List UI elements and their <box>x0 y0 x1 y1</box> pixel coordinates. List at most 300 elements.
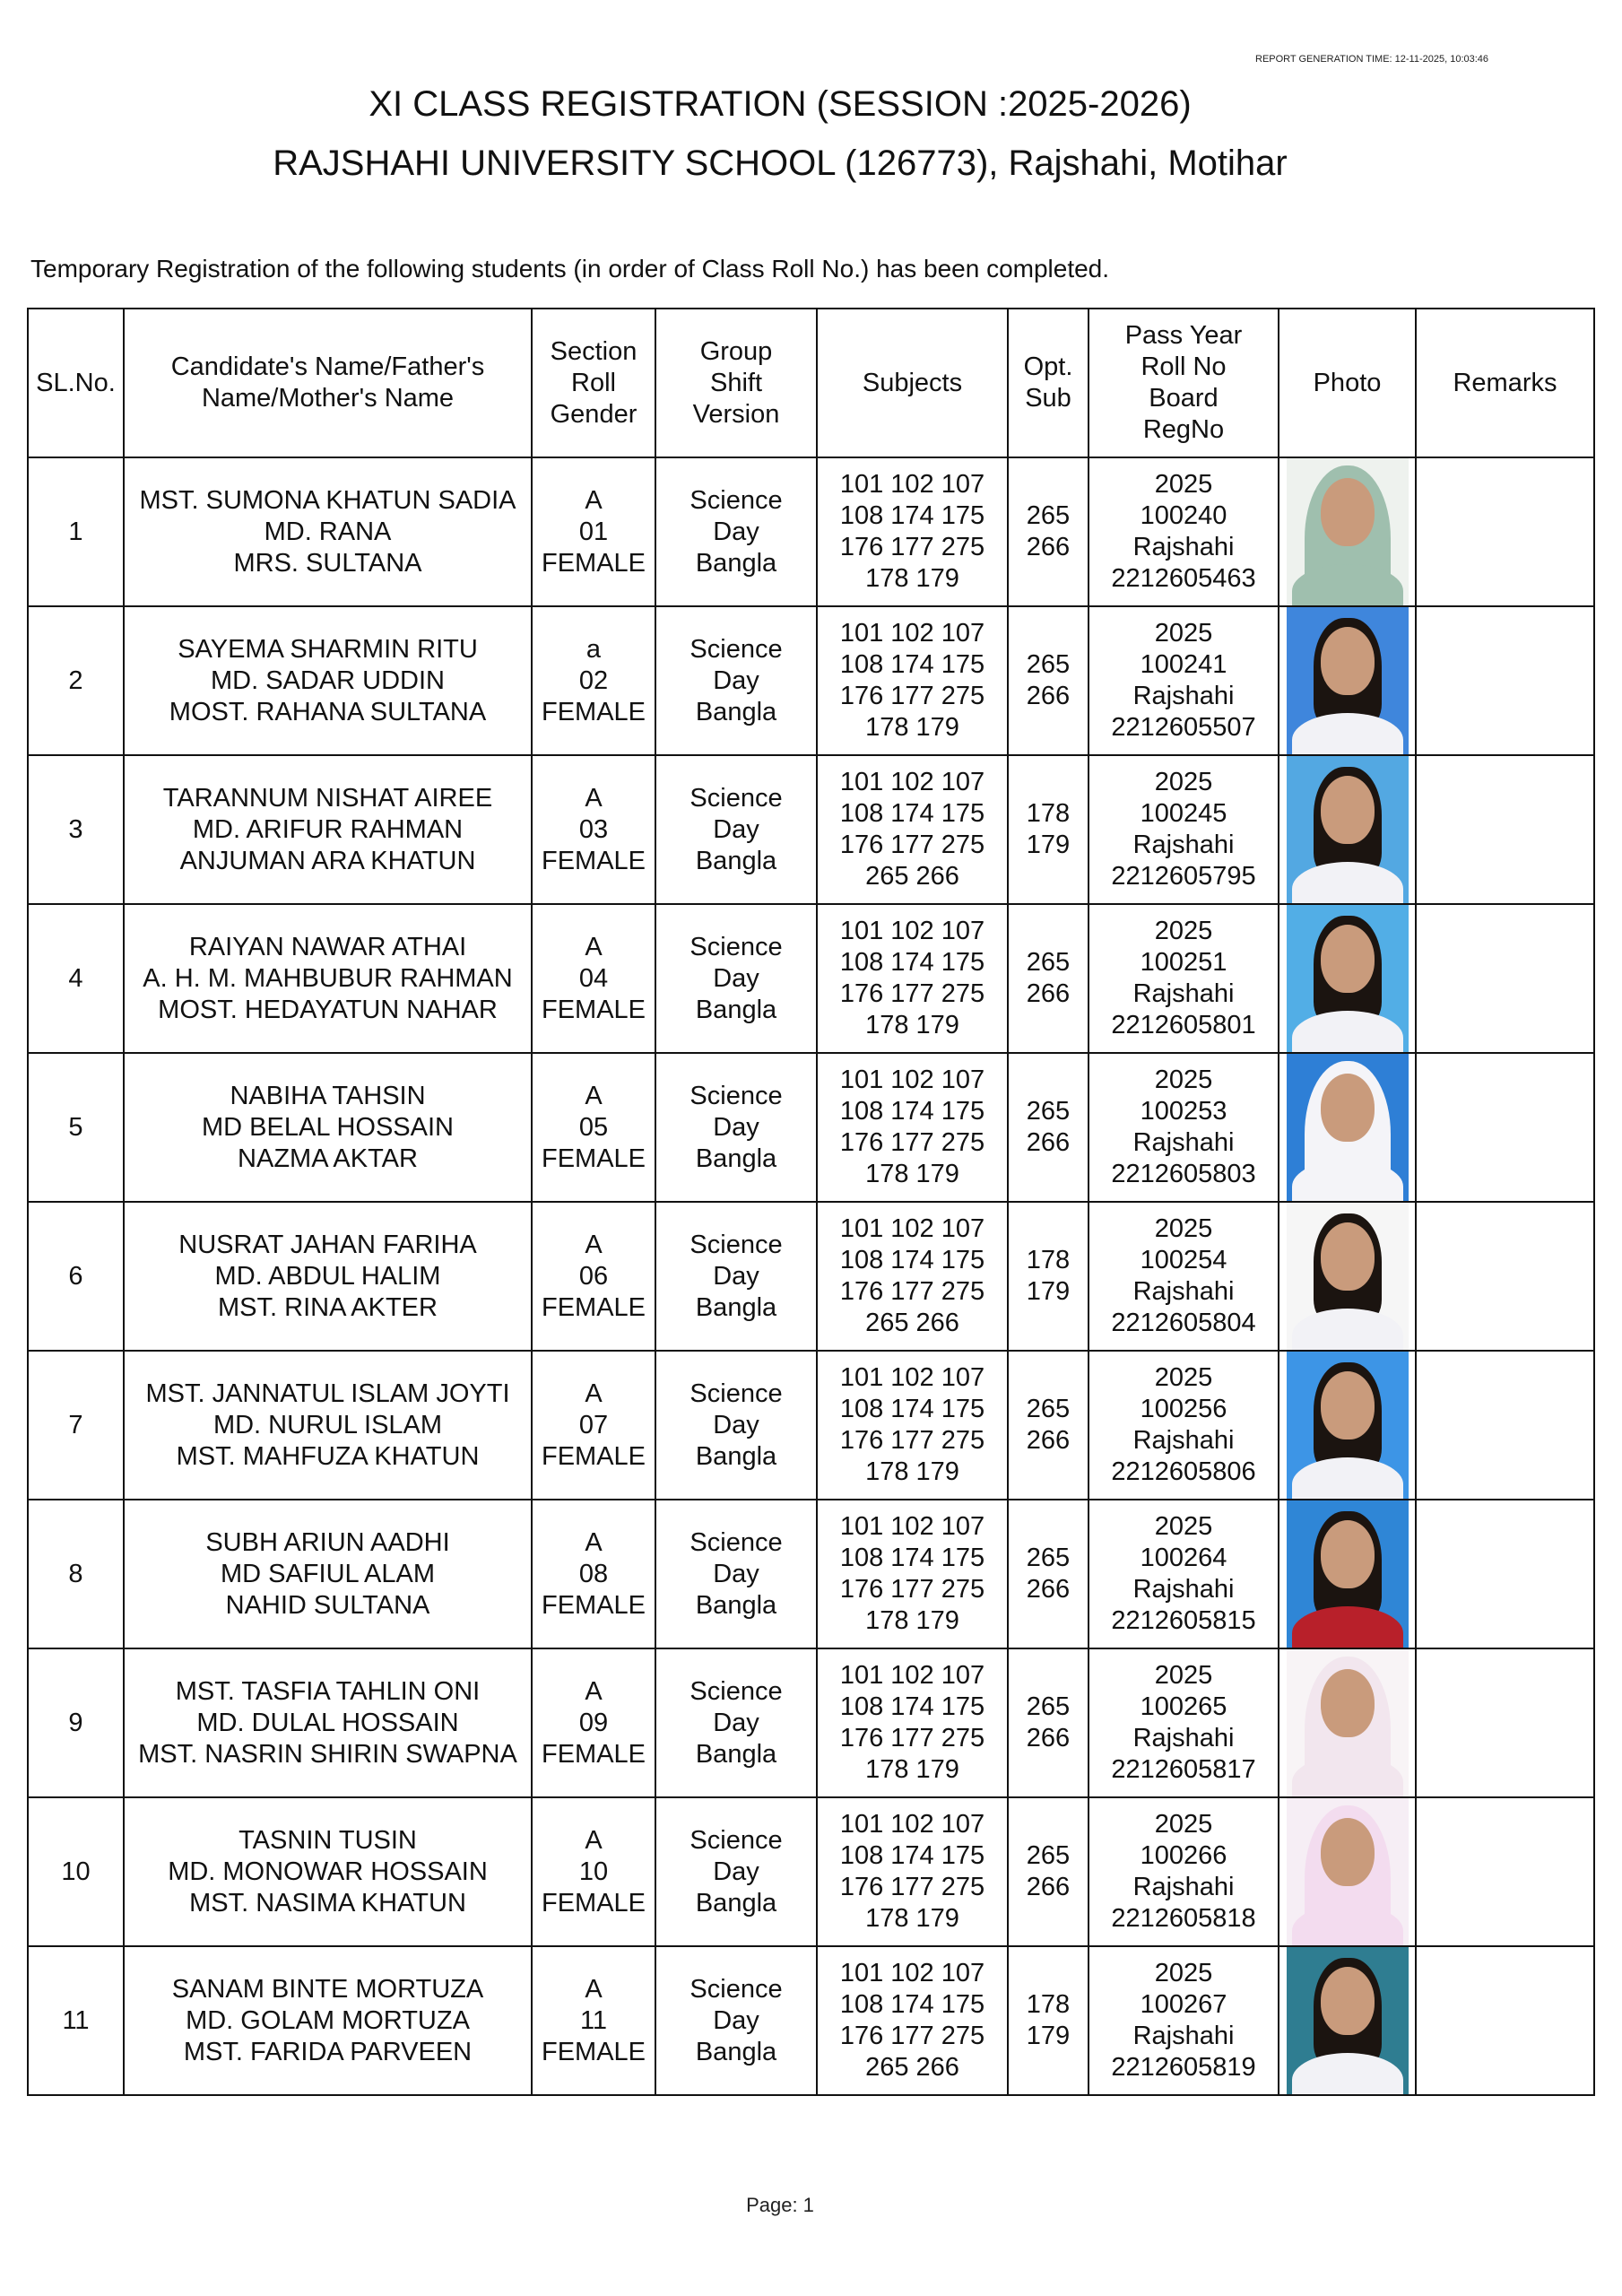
group-shift-version-line: Science <box>690 1230 783 1259</box>
optional-subjects-line: 265 <box>1026 1544 1071 1572</box>
pass-year-roll-board-reg <box>1089 1202 1279 1351</box>
subjects-line: 265 266 <box>865 1309 959 1337</box>
optional-subjects-line: 266 <box>1026 1128 1071 1157</box>
section-roll-gender-line: 11 <box>579 2005 608 2035</box>
section-roll-gender <box>532 1202 655 1351</box>
section-roll-gender-line: A <box>585 1081 603 1110</box>
optional-subjects-line: 266 <box>1026 1575 1071 1604</box>
optional-subjects <box>1008 1202 1089 1351</box>
subjects <box>817 1202 1008 1351</box>
student-photo <box>1287 1947 1409 2094</box>
group-shift-version-line: Bangla <box>695 2037 777 2066</box>
candidate-parent-names <box>124 1500 532 1648</box>
section-roll-gender-line: FEMALE <box>541 2037 646 2066</box>
section-roll-gender <box>532 755 655 904</box>
subjects-line: 108 174 175 <box>839 1692 985 1721</box>
optional-subjects-line: 265 <box>1026 650 1071 679</box>
pass-year-roll-board-reg-line: 100267 <box>1140 1990 1227 2019</box>
section-roll-gender-line: A <box>585 1825 603 1855</box>
optional-subjects-line: 266 <box>1026 533 1071 561</box>
group-shift-version <box>655 1202 817 1351</box>
group-shift-version <box>655 755 817 904</box>
group-shift-version-line: Bangla <box>695 1739 777 1769</box>
group-shift-version-line: Science <box>690 932 783 961</box>
photo-cell <box>1279 457 1416 606</box>
pass-year-roll-board-reg-line: Rajshahi <box>1132 979 1235 1008</box>
photo-cell <box>1279 606 1416 755</box>
subjects-line: 108 174 175 <box>839 1544 985 1572</box>
subjects <box>817 755 1008 904</box>
pass-year-roll-board-reg-line: Rajshahi <box>1132 2022 1235 2050</box>
pass-year-roll-board-reg-line: 2025 <box>1154 1810 1213 1839</box>
candidate-parent-names-line: TARANNUM NISHAT AIREE <box>162 783 493 813</box>
subjects-line: 108 174 175 <box>839 501 985 530</box>
photo-body-shape <box>1292 2053 1403 2094</box>
photo-face-shape <box>1321 1074 1375 1142</box>
table-row <box>28 1053 1594 1202</box>
section-roll-gender-line: FEMALE <box>541 1144 646 1173</box>
subjects-line: 176 177 275 <box>839 682 985 710</box>
section-roll-gender-line: 03 <box>578 814 609 844</box>
candidate-parent-names-line: NAHID SULTANA <box>225 1590 430 1620</box>
section-roll-gender-line: FEMALE <box>541 1292 646 1322</box>
photo-cell <box>1279 1202 1416 1351</box>
pass-year-roll-board-reg-line: 2212605815 <box>1111 1606 1256 1635</box>
pass-year-roll-board-reg-line: 2025 <box>1154 1214 1213 1243</box>
subjects-line: 101 102 107 <box>839 1959 985 1987</box>
header-line: Candidate's Name/Father's <box>170 352 485 381</box>
candidate-parent-names-line: MD. MONOWAR HOSSAIN <box>168 1857 488 1886</box>
header-remarks: Remarks <box>1416 309 1594 457</box>
section-roll-gender-line: FEMALE <box>541 1739 646 1769</box>
candidate-parent-names-line: MD. ARIFUR RAHMAN <box>192 814 464 844</box>
student-photo <box>1287 607 1409 754</box>
photo-body-shape <box>1292 1457 1403 1499</box>
header-optional-subject <box>1008 309 1089 457</box>
subjects <box>817 1797 1008 1946</box>
remarks <box>1416 1202 1594 1351</box>
group-shift-version-line: Science <box>690 783 783 813</box>
pass-year-roll-board-reg <box>1089 1946 1279 2095</box>
section-roll-gender-line: A <box>585 932 603 961</box>
candidate-parent-names <box>124 606 532 755</box>
candidate-parent-names-line: MST. NASIMA KHATUN <box>189 1888 466 1918</box>
subjects-line: 176 177 275 <box>839 1724 985 1752</box>
section-roll-gender-line: 06 <box>578 1261 609 1291</box>
subjects-line: 108 174 175 <box>839 1990 985 2019</box>
photo-face-shape <box>1321 1520 1375 1588</box>
optional-subjects <box>1008 1797 1089 1946</box>
serial-number: 9 <box>28 1648 124 1797</box>
optional-subjects-line: 266 <box>1026 682 1071 710</box>
group-shift-version-line: Science <box>690 1081 783 1110</box>
school-name: RAJSHAHI UNIVERSITY SCHOOL (126773), Rajshahi, Motihar <box>273 144 1288 183</box>
pass-year-roll-board-reg-line: 2212605801 <box>1111 1011 1256 1039</box>
pass-year-roll-board-reg-line: 2025 <box>1154 1661 1213 1690</box>
subjects-line: 176 177 275 <box>839 1575 985 1604</box>
remarks <box>1416 1351 1594 1500</box>
group-shift-version-line: Bangla <box>695 1590 777 1620</box>
pass-year-roll-board-reg <box>1089 1797 1279 1946</box>
student-photo <box>1287 1649 1409 1796</box>
header-line: Section <box>550 336 638 366</box>
group-shift-version-line: Bangla <box>695 1888 777 1918</box>
group-shift-version-line: Science <box>690 1527 783 1557</box>
subjects-line: 176 177 275 <box>839 1277 985 1306</box>
candidate-parent-names-line: MD SAFIUL ALAM <box>220 1559 436 1588</box>
subjects-line: 101 102 107 <box>839 1065 985 1094</box>
candidate-parent-names-line: MRS. SULTANA <box>233 548 422 578</box>
pass-year-roll-board-reg-line: 2212605803 <box>1111 1160 1256 1188</box>
photo-body-shape <box>1292 713 1403 754</box>
section-roll-gender-line: 08 <box>578 1559 609 1588</box>
header-line: Pass Year <box>1124 321 1243 350</box>
candidate-parent-names-line: MD. NURUL ISLAM <box>213 1410 443 1439</box>
subjects <box>817 606 1008 755</box>
candidate-parent-names <box>124 1946 532 2095</box>
photo-cell <box>1279 755 1416 904</box>
optional-subjects-line: 265 <box>1026 948 1071 977</box>
pass-year-roll-board-reg-line: 2212605819 <box>1111 2053 1256 2082</box>
remarks <box>1416 457 1594 606</box>
header-line: Opt. <box>1023 352 1073 381</box>
photo-face-shape <box>1321 925 1375 993</box>
group-shift-version-line: Day <box>713 1112 759 1142</box>
optional-subjects-line: 265 <box>1026 501 1071 530</box>
subjects <box>817 1053 1008 1202</box>
group-shift-version-line: Bangla <box>695 548 777 578</box>
photo-face-shape <box>1321 1222 1375 1291</box>
optional-subjects <box>1008 1351 1089 1500</box>
candidate-parent-names-line: MST. FARIDA PARVEEN <box>183 2037 473 2066</box>
header-photo: Photo <box>1279 309 1416 457</box>
subjects-line: 176 177 275 <box>839 2022 985 2050</box>
section-roll-gender <box>532 904 655 1053</box>
section-roll-gender-line: 02 <box>578 665 609 695</box>
photo-face-shape <box>1321 776 1375 844</box>
header-line: Sub <box>1025 384 1071 413</box>
pass-year-roll-board-reg-line: 2025 <box>1154 1512 1213 1541</box>
section-roll-gender-line: A <box>585 1378 603 1408</box>
intro-text: Temporary Registration of the following students (in order of Class Roll No.) has been completed. <box>30 255 1110 283</box>
optional-subjects-line: 265 <box>1026 1097 1071 1126</box>
candidate-parent-names-line: RAIYAN NAWAR ATHAI <box>188 932 467 961</box>
pass-year-roll-board-reg-line: 2025 <box>1154 1065 1213 1094</box>
photo-face-shape <box>1321 478 1375 546</box>
remarks <box>1416 1797 1594 1946</box>
pass-year-roll-board-reg-line: 2212605507 <box>1111 713 1256 742</box>
candidate-parent-names-line: ANJUMAN ARA KHATUN <box>179 846 476 875</box>
subjects-line: 108 174 175 <box>839 1841 985 1870</box>
subjects-line: 108 174 175 <box>839 1246 985 1274</box>
group-shift-version-line: Day <box>713 814 759 844</box>
header-pass-year-roll-board-reg <box>1089 309 1279 457</box>
pass-year-roll-board-reg-line: 100241 <box>1140 650 1227 679</box>
serial-number: 10 <box>28 1797 124 1946</box>
group-shift-version-line: Science <box>690 634 783 664</box>
candidate-parent-names-line: MD. ABDUL HALIM <box>214 1261 441 1291</box>
group-shift-version-line: Science <box>690 1676 783 1706</box>
optional-subjects <box>1008 606 1089 755</box>
subjects-line: 178 179 <box>865 1904 959 1933</box>
subjects-line: 108 174 175 <box>839 1395 985 1423</box>
section-roll-gender-line: 07 <box>578 1410 609 1439</box>
photo-body-shape <box>1292 1309 1403 1350</box>
pass-year-roll-board-reg <box>1089 457 1279 606</box>
subjects-line: 176 177 275 <box>839 533 985 561</box>
candidate-parent-names <box>124 755 532 904</box>
subjects-line: 101 102 107 <box>839 1810 985 1839</box>
section-roll-gender <box>532 1053 655 1202</box>
optional-subjects <box>1008 457 1089 606</box>
candidate-parent-names-line: A. H. M. MAHBUBUR RAHMAN <box>143 963 513 993</box>
group-shift-version-line: Science <box>690 485 783 515</box>
section-roll-gender-line: A <box>585 1527 603 1557</box>
header-line: Name/Mother's Name <box>201 384 455 413</box>
group-shift-version-line: Bangla <box>695 1441 777 1471</box>
table-row <box>28 1797 1594 1946</box>
header-subjects: Subjects <box>817 309 1008 457</box>
section-roll-gender-line: A <box>585 485 603 515</box>
pass-year-roll-board-reg-line: Rajshahi <box>1132 1426 1235 1455</box>
subjects-line: 178 179 <box>865 1011 959 1039</box>
subjects-line: 265 266 <box>865 862 959 891</box>
subjects <box>817 1500 1008 1648</box>
serial-number: 4 <box>28 904 124 1053</box>
candidate-parent-names <box>124 1797 532 1946</box>
optional-subjects-line: 179 <box>1026 1277 1071 1306</box>
pass-year-roll-board-reg <box>1089 606 1279 755</box>
subjects-line: 108 174 175 <box>839 650 985 679</box>
optional-subjects <box>1008 904 1089 1053</box>
candidate-parent-names-line: MST. JANNATUL ISLAM JOYTI <box>145 1378 510 1408</box>
candidate-parent-names-line: MST. SUMONA KHATUN SADIA <box>139 485 516 515</box>
photo-face-shape <box>1321 1371 1375 1439</box>
optional-subjects-line: 266 <box>1026 1873 1071 1901</box>
pass-year-roll-board-reg-line: Rajshahi <box>1132 1724 1235 1752</box>
candidate-parent-names-line: MD. SADAR UDDIN <box>210 665 445 695</box>
pass-year-roll-board-reg-line: 2025 <box>1154 470 1213 499</box>
optional-subjects-line: 179 <box>1026 831 1071 859</box>
header-group-shift-version <box>655 309 817 457</box>
pass-year-roll-board-reg-line: 2212605806 <box>1111 1457 1256 1486</box>
section-roll-gender <box>532 1351 655 1500</box>
optional-subjects <box>1008 1946 1089 2095</box>
subjects-line: 108 174 175 <box>839 1097 985 1126</box>
table-row <box>28 1351 1594 1500</box>
optional-subjects-line: 266 <box>1026 1724 1071 1752</box>
table-header-row <box>28 309 1594 457</box>
photo-cell <box>1279 1797 1416 1946</box>
optional-subjects-line: 178 <box>1026 1246 1071 1274</box>
header-line: Shift <box>709 368 763 397</box>
subjects-line: 265 266 <box>865 2053 959 2082</box>
pass-year-roll-board-reg-line: 100254 <box>1140 1246 1227 1274</box>
photo-cell <box>1279 904 1416 1053</box>
group-shift-version-line: Day <box>713 1559 759 1588</box>
subjects-line: 178 179 <box>865 1755 959 1784</box>
photo-cell <box>1279 1351 1416 1500</box>
serial-number: 8 <box>28 1500 124 1648</box>
pass-year-roll-board-reg <box>1089 904 1279 1053</box>
pass-year-roll-board-reg-line: Rajshahi <box>1132 831 1235 859</box>
group-shift-version-line: Bangla <box>695 995 777 1024</box>
header-candidate-name <box>124 309 532 457</box>
group-shift-version <box>655 1648 817 1797</box>
candidate-parent-names-line: NABIHA TAHSIN <box>230 1081 426 1110</box>
pass-year-roll-board-reg-line: 2025 <box>1154 768 1213 796</box>
subjects-line: 178 179 <box>865 1606 959 1635</box>
subjects-line: 176 177 275 <box>839 1128 985 1157</box>
section-roll-gender-line: FEMALE <box>541 1888 646 1918</box>
section-roll-gender-line: FEMALE <box>541 697 646 726</box>
header-line: Roll No <box>1141 352 1227 381</box>
table-row <box>28 1946 1594 2095</box>
group-shift-version-line: Science <box>690 1378 783 1408</box>
student-photo <box>1287 756 1409 903</box>
table-row <box>28 1202 1594 1351</box>
photo-face-shape <box>1321 627 1375 695</box>
subjects-line: 101 102 107 <box>839 917 985 945</box>
subjects-line: 101 102 107 <box>839 1214 985 1243</box>
header-line: RegNo <box>1142 415 1225 444</box>
table-row <box>28 1648 1594 1797</box>
group-shift-version-line: Day <box>713 963 759 993</box>
serial-number: 2 <box>28 606 124 755</box>
section-roll-gender <box>532 1648 655 1797</box>
registration-table <box>27 308 1595 2096</box>
optional-subjects-line: 179 <box>1026 2022 1071 2050</box>
candidate-parent-names <box>124 1202 532 1351</box>
candidate-parent-names-line: NUSRAT JAHAN FARIHA <box>178 1230 477 1259</box>
subjects <box>817 457 1008 606</box>
pass-year-roll-board-reg <box>1089 1053 1279 1202</box>
subjects-line: 108 174 175 <box>839 948 985 977</box>
section-roll-gender-line: A <box>585 1676 603 1706</box>
section-roll-gender-line: 04 <box>578 963 609 993</box>
serial-number: 6 <box>28 1202 124 1351</box>
table-row <box>28 904 1594 1053</box>
group-shift-version-line: Day <box>713 517 759 546</box>
student-photo <box>1287 905 1409 1052</box>
remarks <box>1416 1500 1594 1648</box>
subjects-line: 176 177 275 <box>839 1426 985 1455</box>
header-sl-no: SL.No. <box>28 309 124 457</box>
group-shift-version-line: Science <box>690 1825 783 1855</box>
header-section-roll-gender <box>532 309 655 457</box>
pass-year-roll-board-reg-line: 100251 <box>1140 948 1227 977</box>
pass-year-roll-board-reg-line: Rajshahi <box>1132 1873 1235 1901</box>
group-shift-version-line: Bangla <box>695 1292 777 1322</box>
remarks <box>1416 904 1594 1053</box>
section-roll-gender-line: 10 <box>578 1857 609 1886</box>
pass-year-roll-board-reg-line: 2212605804 <box>1111 1309 1256 1337</box>
photo-cell <box>1279 1500 1416 1648</box>
candidate-parent-names-line: MD. DULAL HOSSAIN <box>196 1708 459 1737</box>
pass-year-roll-board-reg-line: 2025 <box>1154 619 1213 648</box>
group-shift-version-line: Day <box>713 1261 759 1291</box>
candidate-parent-names-line: NAZMA AKTAR <box>238 1144 418 1173</box>
photo-face-shape <box>1321 1818 1375 1886</box>
photo-body-shape <box>1292 862 1403 903</box>
candidate-parent-names <box>124 1351 532 1500</box>
optional-subjects-line: 266 <box>1026 1426 1071 1455</box>
candidate-parent-names <box>124 1648 532 1797</box>
group-shift-version <box>655 1053 817 1202</box>
table-row <box>28 1500 1594 1648</box>
section-roll-gender-line: 01 <box>578 517 609 546</box>
pass-year-roll-board-reg-line: 2212605795 <box>1111 862 1256 891</box>
subjects <box>817 904 1008 1053</box>
subjects-line: 176 177 275 <box>839 979 985 1008</box>
pass-year-roll-board-reg-line: 100264 <box>1140 1544 1227 1572</box>
subjects-line: 101 102 107 <box>839 619 985 648</box>
serial-number: 11 <box>28 1946 124 2095</box>
section-roll-gender-line: FEMALE <box>541 995 646 1024</box>
remarks <box>1416 1946 1594 2095</box>
student-photo <box>1287 458 1409 605</box>
candidate-parent-names-line: MST. MAHFUZA KHATUN <box>176 1441 480 1471</box>
section-roll-gender <box>532 1500 655 1648</box>
candidate-parent-names-line: MD BELAL HOSSAIN <box>202 1112 454 1142</box>
section-roll-gender <box>532 1946 655 2095</box>
section-roll-gender-line: A <box>585 783 603 813</box>
candidate-parent-names-line: MOST. HEDAYATUN NAHAR <box>158 995 498 1024</box>
candidate-parent-names-line: MD. GOLAM MORTUZA <box>186 2005 470 2035</box>
pass-year-roll-board-reg <box>1089 1500 1279 1648</box>
pass-year-roll-board-reg-line: Rajshahi <box>1132 533 1235 561</box>
header-line: Group <box>699 336 773 366</box>
subjects-line: 176 177 275 <box>839 831 985 859</box>
group-shift-version <box>655 904 817 1053</box>
section-roll-gender-line: A <box>585 1230 603 1259</box>
student-photo <box>1287 1798 1409 1945</box>
section-roll-gender <box>532 457 655 606</box>
section-roll-gender-line: a <box>585 634 602 664</box>
student-photo <box>1287 1500 1409 1648</box>
photo-body-shape <box>1292 1011 1403 1052</box>
pass-year-roll-board-reg-line: 100245 <box>1140 799 1227 828</box>
page-number: Page: 1 <box>746 2194 814 2216</box>
student-photo <box>1287 1054 1409 1201</box>
group-shift-version-line: Bangla <box>695 846 777 875</box>
serial-number: 3 <box>28 755 124 904</box>
section-roll-gender-line: FEMALE <box>541 1590 646 1620</box>
remarks <box>1416 606 1594 755</box>
remarks <box>1416 755 1594 904</box>
pass-year-roll-board-reg-line: 2025 <box>1154 1959 1213 1987</box>
photo-body-shape <box>1292 1606 1403 1648</box>
subjects-line: 101 102 107 <box>839 1661 985 1690</box>
subjects-line: 101 102 107 <box>839 470 985 499</box>
candidate-parent-names-line: MST. NASRIN SHIRIN SWAPNA <box>138 1739 517 1769</box>
subjects-line: 178 179 <box>865 713 959 742</box>
candidate-parent-names-line: MST. RINA AKTER <box>218 1292 438 1322</box>
subjects-line: 108 174 175 <box>839 799 985 828</box>
header-line: Version <box>692 399 780 429</box>
section-roll-gender-line: FEMALE <box>541 1441 646 1471</box>
subjects-line: 101 102 107 <box>839 1512 985 1541</box>
candidate-parent-names-line: SUBH ARIUN AADHI <box>205 1527 450 1557</box>
pass-year-roll-board-reg-line: 2212605463 <box>1111 564 1256 593</box>
pass-year-roll-board-reg-line: 100265 <box>1140 1692 1227 1721</box>
candidate-parent-names-line: SAYEMA SHARMIN RITU <box>178 634 478 664</box>
subjects-line: 101 102 107 <box>839 768 985 796</box>
section-roll-gender <box>532 606 655 755</box>
pass-year-roll-board-reg-line: 100256 <box>1140 1395 1227 1423</box>
optional-subjects-line: 178 <box>1026 799 1071 828</box>
serial-number: 1 <box>28 457 124 606</box>
